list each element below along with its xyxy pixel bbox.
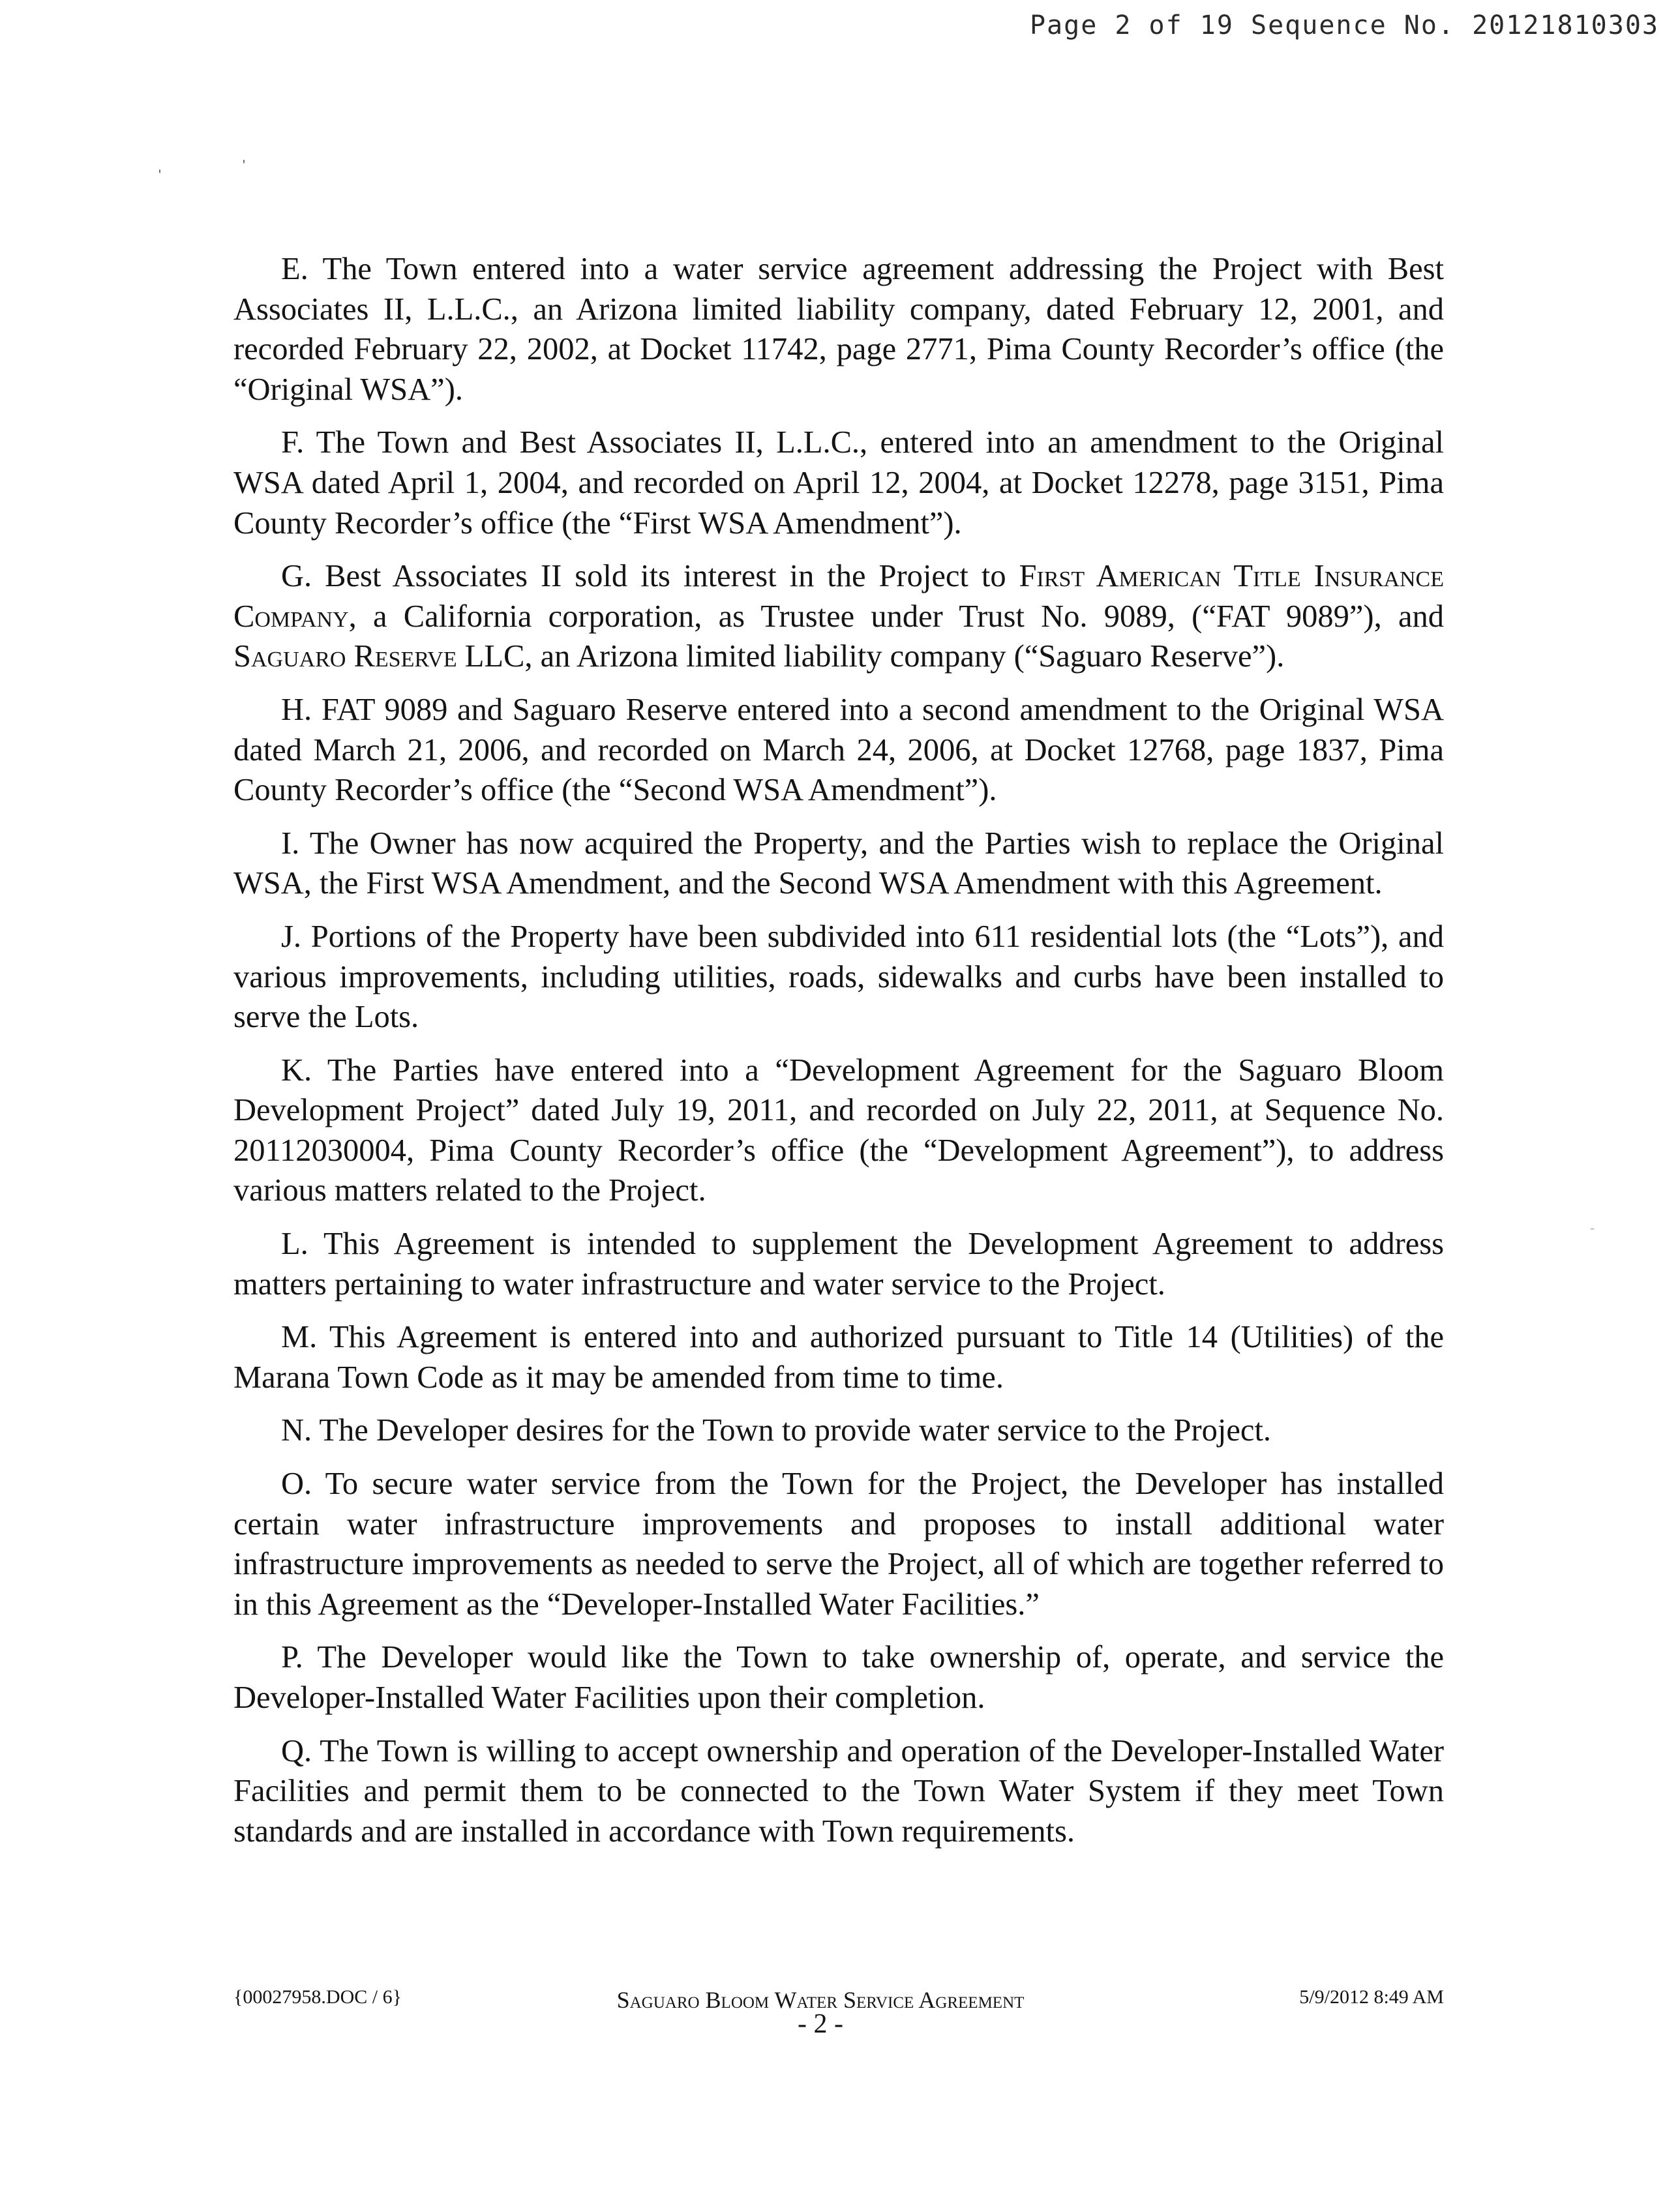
recital-m: M. This Agreement is entered into and authorized pursuant to Title 14 (Utilities) of the Marana Town Code as it may be amended from time to time. <box>233 1320 1444 1395</box>
recital-h: H. FAT 9089 and Saguaro Reserve entered into a second amendment to the Original WSA dated March 21, 2006, and recorded on March 24, 2006, at Docket 12768, page 1837, Pima County Recorder’s office (the “Second WSA Amendment”). <box>233 692 1444 808</box>
page-number: - 2 - <box>798 2009 843 2039</box>
recital-i: I. The Owner has now acquired the Property, and the Parties wish to replace the Original WSA, the First WSA Amendment, and the Second WSA Amendment with this Agreement. <box>233 826 1444 901</box>
document-reference: {00027958.DOC / 6} <box>233 1986 402 2008</box>
recital-n: N. The Developer desires for the Town to provide water service to the Project. <box>281 1413 1272 1448</box>
recital-g-trustee-name: First American Title Insurance Company <box>233 559 1445 634</box>
recital-q: Q. The Town is willing to accept ownership and operation of the Developer-Installed Water Facilities and permit them to be connected to the Town Water System if they meet Town standards and are installed in accordance with Town requirements. <box>233 1733 1444 1849</box>
recital-k: K. The Parties have entered into a “Development Agreement for the Saguaro Bloom Development Project” dated July 19, 2011, and recorded on July 22, 2011, at Sequence No. 20112030004, Pima County Recorder’s office (the “Development Agreement”), to address various matters related to the Project. <box>233 1052 1444 1208</box>
recital-e: E. The Town entered into a water service agreement addressing the Project with Best Associates II, L.L.C., an Arizona limited liability company, dated February 12, 2001, and recorded February 22, 2002, at Docket 11742, page 2771, Pima County Recorder’s office (the “Original WSA”). <box>233 252 1444 407</box>
recital-o: O. To secure water service from the Town for the Project, the Developer has installed certain water infrastructure improvements and proposes to install additional water infrastructure improvements as needed to serve the Project, all of which are together referred to in this Agreement as the “Developer-Installed Water Facilities.” <box>233 1467 1444 1622</box>
recital-g-text: , a California corporation, as Trustee under Trust No. 9089, (“FAT 9089”), and <box>348 599 1444 634</box>
print-timestamp: 5/9/2012 8:49 AM <box>1299 1986 1444 2008</box>
recital-g-text: LLC, an Arizona limited liability company (“Saguaro Reserve”). <box>457 639 1285 674</box>
page-footer <box>233 1986 1444 2045</box>
scan-mark: - <box>1590 1219 1595 1236</box>
recital-f: F. The Town and Best Associates II, L.L.C., entered into an amendment to the Original WSA dated April 1, 2004, and recorded on April 12, 2004, at Docket 12278, page 3151, Pima County Recorder’s office (the “First WSA Amendment”). <box>233 425 1444 541</box>
scan-mark: ' <box>158 166 161 183</box>
recital-l: L. This Agreement is intended to supplement the Development Agreement to address matters pertaining to water infrastructure and water service to the Project. <box>233 1227 1444 1302</box>
scan-mark: ' <box>243 156 245 173</box>
recital-g-company-name: Saguaro Reserve <box>233 639 457 674</box>
agreement-title: Saguaro Bloom Water Service Agreement <box>616 1987 1025 2013</box>
recording-stamp: Page 2 of 19 Sequence No. 20121810303 <box>1029 10 1659 40</box>
recital-g-text: G. Best Associates II sold its interest in the Project to <box>281 559 1019 594</box>
recitals-body <box>233 249 1444 1864</box>
recital-g <box>233 556 1444 677</box>
recital-j: J. Portions of the Property have been subdivided into 611 residential lots (the “Lots”), and various improvements, including utilities, roads, sidewalks and curbs have been installed to serve the Lots. <box>233 919 1444 1035</box>
recital-p: P. The Developer would like the Town to take ownership of, operate, and service the Developer-Installed Water Facilities upon their completion. <box>233 1640 1444 1715</box>
